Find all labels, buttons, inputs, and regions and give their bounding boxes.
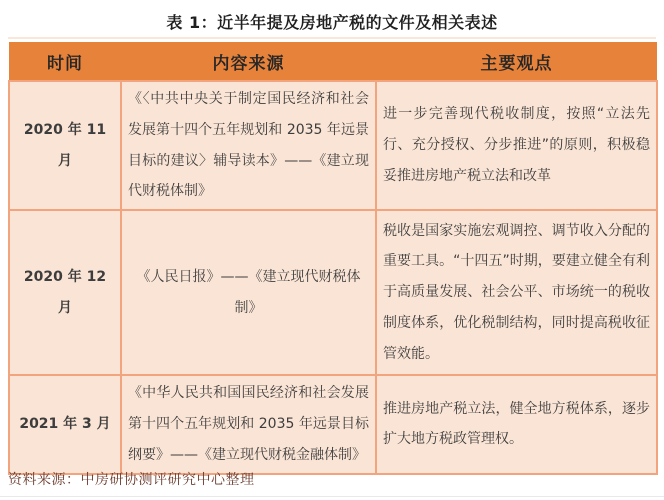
viewpoint-cell: 税收是国家实施宏观调控、调节收入分配的重要工具。“十四五”时期，要建立健全有利于高质量发展、社会公平、市场统一的税收制度体系，优化税制结构，同时提高税收征管效能。 [376, 210, 657, 375]
table-row [9, 375, 657, 473]
table-title: 表 1：近半年提及房地产税的文件及相关表述 [166, 13, 498, 32]
time-cell: 2020 年 11 月 [9, 81, 121, 210]
time-cell: 2021 年 3 月 [9, 375, 121, 473]
source-cell: 《人民日报》——《建立现代财税体制》 [121, 210, 376, 375]
viewpoint-cell: 推进房地产税立法，健全地方税体系，逐步扩大地方税政管理权。 [376, 375, 657, 473]
column-header-time: 时间 [9, 42, 121, 81]
top-divider [8, 37, 656, 39]
table-row [9, 81, 657, 210]
viewpoint-cell: 进一步完善现代税收制度，按照“立法先行、充分授权、分步推进”的原则，积极稳妥推进房地产税立法和改革 [376, 81, 657, 210]
column-header-source: 内容来源 [121, 42, 376, 81]
source-cell: 《中华人民共和国国民经济和社会发展第十四个五年规划和 2035 年远景目标纲要》——《建立现代财税金融体制》 [121, 375, 376, 473]
column-header-viewpoint: 主要观点 [376, 42, 657, 81]
time-cell: 2020 年 12 月 [9, 210, 121, 375]
source-cell: 《〈中共中央关于制定国民经济和社会发展第十四个五年规划和 2035 年远景目标的建议〉辅导读本》——《建立现代财税体制》 [121, 81, 376, 210]
bottom-divider [0, 496, 664, 497]
table-row [9, 210, 657, 375]
policy-documents-table [8, 42, 658, 475]
data-source-note: 资料来源：中房研协测评研究中心整理 [8, 472, 255, 488]
table-header-row [9, 42, 657, 81]
